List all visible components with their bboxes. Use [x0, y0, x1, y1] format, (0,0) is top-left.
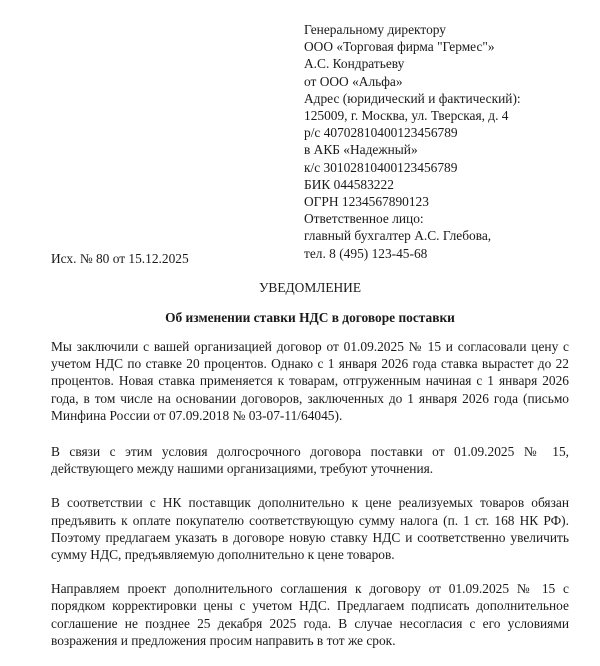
addressee-line: Генеральному директору	[304, 22, 446, 37]
addressee-line: в АКБ «Надежный»	[304, 142, 418, 158]
body-paragraph: В связи с этим условия долгосрочного договора поставки от 01.09.2025 № 15, действующего между нашими организациями, требуют уточнения.	[51, 444, 569, 477]
addressee-line: Адрес (юридический и фактический):	[304, 90, 521, 106]
addressee-line: 125009, г. Москва, ул. Тверская, д. 4	[304, 108, 509, 124]
addressee-line: главный бухгалтер А.С. Глебова,	[304, 228, 492, 244]
addressee-block	[304, 21, 594, 262]
addressee-line: от ООО «Альфа»	[304, 73, 403, 89]
addressee-line: ОГРН 1234567890123	[304, 194, 429, 210]
body-paragraph: Направляем проект дополнительного соглашения к договору от 01.09.2025 № 15 с порядком корректировки цены с учетом НДС. Предлагаем подписать дополнительное соглашение не позднее 25 декабря 2025 года. В случае несогласия с его условиями возражения и предложения просим направить в тот же срок.	[51, 581, 569, 648]
body-paragraph: В соответствии с НК поставщик дополнительно к цене реализуемых товаров обязан предъявить к оплате покупателю соответствующую сумму налога (п. 1 ст. 168 НК РФ). Поэтому предлагаем указать в договоре новую ставку НДС и соответственно увеличить сумму НДС, предъявляемую дополнительно к цене товаров.	[51, 495, 569, 563]
document-title: УВЕДОМЛЕНИЕ	[258, 280, 362, 295]
document-subtitle: Об изменении ставки НДС в договоре поставки	[165, 310, 455, 325]
addressee-line: А.С. Кондратьеву	[304, 56, 405, 72]
addressee-line: тел. 8 (495) 123-45-68	[304, 245, 428, 261]
addressee-line: р/с 40702810400123456789	[304, 125, 458, 141]
addressee-line: к/с 30102810400123456789	[304, 159, 458, 175]
body-paragraph: Мы заключили с вашей организацией договор от 01.09.2025 № 15 и согласовали цену с учетом НДС по ставке 20 процентов. Однако с 1 января 2026 года ставка вырастет до 22 процентов. Новая ставка применяется к товарам, отгруженным начиная с 1 января 2026 года, в том числе на основании договоров, заключенных до 1 января 2026 года (письмо Минфина России от 07.09.2018 № 03-07-11/64045).	[51, 339, 569, 423]
addressee-line: Ответственное лицо:	[304, 211, 424, 227]
outgoing-reference: Исх. № 80 от 15.12.2025	[51, 251, 189, 266]
addressee-line: БИК 044583222	[304, 176, 394, 192]
addressee-line: ООО «Торговая фирма "Гермес"»	[304, 39, 495, 55]
